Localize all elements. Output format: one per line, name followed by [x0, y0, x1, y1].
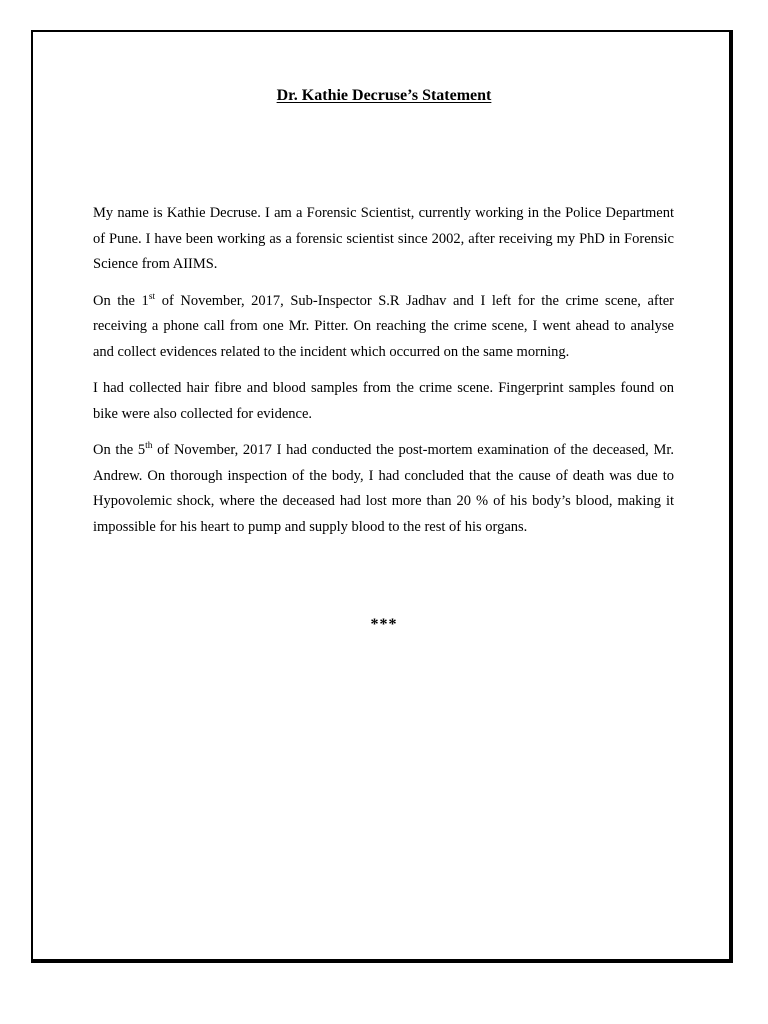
ordinal-suffix-th: th	[145, 441, 153, 451]
paragraph-evidence-collection: I had collected hair fibre and blood samples from the crime scene. Fingerprint samples found on bike were also collected for evidence.	[93, 380, 674, 422]
paragraph-2-rest: of November, 2017, Sub-Inspector S.R Jadhav and I left for the crime scene, after receiving a phone call from one Mr. Pitter. On reaching the crime scene, I went ahead to analyse and collect evidences related to the incident which occurred on the same morning.	[93, 292, 675, 360]
statement-body	[93, 201, 674, 551]
paragraph-crime-scene-visit	[93, 289, 674, 366]
document-title: Dr. Kathie Decruse’s Statement	[276, 87, 492, 104]
paragraph-4-rest: of November, 2017 I had conducted the post-mortem examination of the deceased, Mr. Andrew. On thorough inspection of the body, I had concluded that the cause of death was due to Hypovolemic shock, where the deceased had lost more than 20 % of his body’s blood, making it impossible for his heart to pump and supply blood to the rest of his organs.	[93, 442, 675, 535]
paragraph-4-lead: On the 5	[93, 442, 146, 458]
paragraph-2-lead: On the 1	[93, 292, 149, 309]
end-of-statement-mark: ***	[370, 616, 398, 633]
ordinal-suffix-st: st	[148, 291, 156, 302]
paragraph-introduction: My name is Kathie Decruse. I am a Forensic Scientist, currently working in the Police Department of Pune. I have been working as a forensic scientist since 2002, after receiving my PhD in Forensic Science from AIIMS.	[93, 205, 674, 272]
paragraph-post-mortem	[93, 438, 674, 540]
